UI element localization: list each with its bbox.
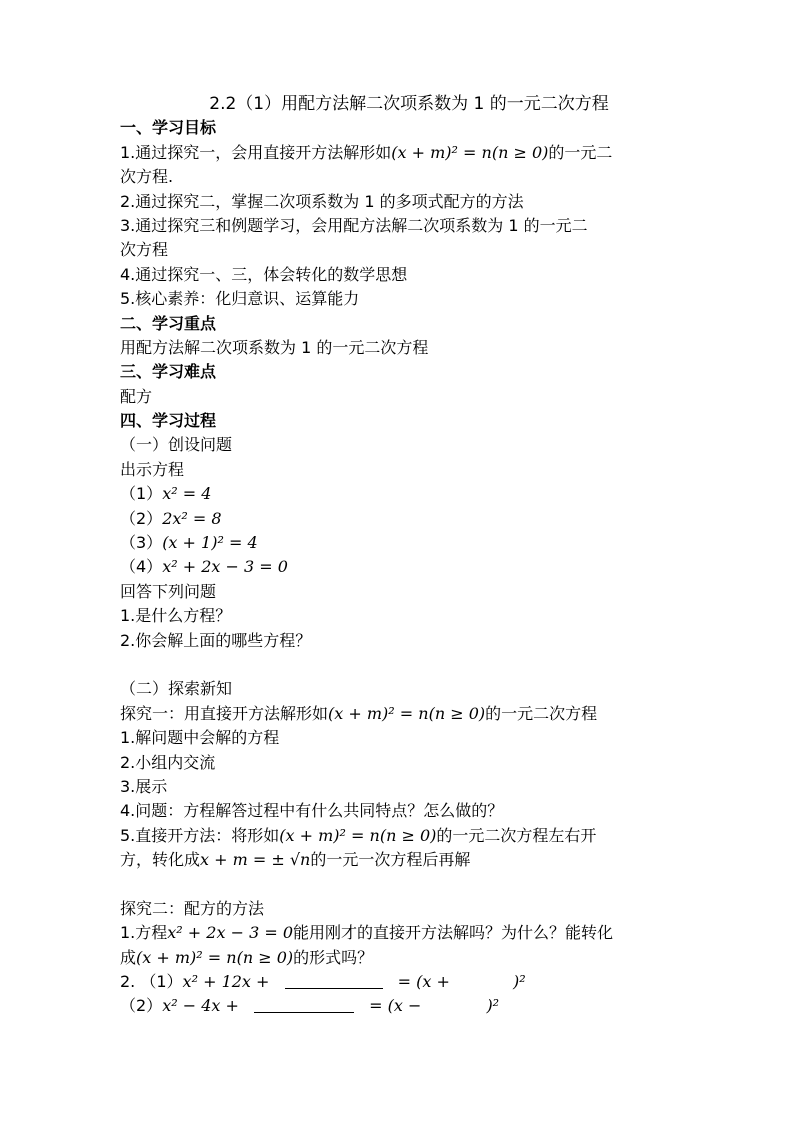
fill-blank-2[interactable]: [254, 996, 354, 1013]
answer-prompt: 回答下列问题: [120, 581, 217, 601]
explore-1-step-1: 1.解问题中会解的方程: [120, 728, 280, 748]
fill-blank-1[interactable]: [285, 972, 383, 989]
explore-1-step-5-cont: 方，转化成x + m = ± √n的一元一次方程后再解: [120, 850, 471, 870]
fill-blank-1b[interactable]: [455, 973, 513, 989]
explore-2-q2b: （2）x² − 4x + = (x − )²: [120, 996, 500, 1016]
show-equations: 出示方程: [120, 459, 185, 479]
spacer: [120, 873, 680, 897]
question-1: 1.是什么方程？: [120, 606, 232, 626]
goal-3: 3.通过探究三和例题学习，会用配方法解二次项系数为 1 的一元二: [120, 215, 588, 235]
explore-1-step-2: 2.小组内交流: [120, 752, 216, 772]
section-heading-difficulties: 三、学习难点: [120, 362, 217, 382]
explore-1-step-3: 3.展示: [120, 776, 168, 796]
goal-1: 1.通过探究一，会用直接开方法解形如(x + m)² = n(n ≥ 0)的一元二: [120, 142, 613, 162]
goal-1-cont: 次方程.: [120, 167, 174, 187]
section-heading-process: 四、学习过程: [120, 411, 217, 431]
explore-2-heading: 探究二：配方的方法: [120, 898, 265, 918]
equation-1: （1）x² = 4: [120, 484, 212, 504]
document-page: [120, 92, 680, 1019]
question-2: 2.你会解上面的哪些方程？: [120, 630, 312, 650]
page-title: 2.2（1）用配方法解二次项系数为 1 的一元二次方程: [209, 94, 609, 114]
equation-4: （4）x² + 2x − 3 = 0: [120, 557, 288, 577]
part-2-heading: （二）探索新知: [120, 679, 233, 699]
goal-3-cont: 次方程: [120, 240, 169, 260]
explore-1-heading: 探究一：用直接开方法解形如(x + m)² = n(n ≥ 0)的一元二次方程: [120, 703, 598, 723]
spacer: [120, 653, 680, 677]
section-heading-goals: 一、学习目标: [120, 118, 217, 138]
equation-2: （2）2x² = 8: [120, 508, 222, 528]
equation-3: （3）(x + 1)² = 4: [120, 533, 258, 553]
section-heading-key-points: 二、学习重点: [120, 313, 217, 333]
explore-2-q1-cont: 成(x + m)² = n(n ≥ 0)的形式吗？: [120, 947, 374, 967]
explore-1-step-5: 5.直接开方法：将形如(x + m)² = n(n ≥ 0)的一元二次方程左右开: [120, 825, 597, 845]
goal-5: 5.核心素养：化归意识、运算能力: [120, 289, 360, 309]
goal-4: 4.通过探究一、三，体会转化的数学思想: [120, 264, 408, 284]
key-point-text: 用配方法解二次项系数为 1 的一元二次方程: [120, 337, 429, 357]
difficulty-text: 配方: [120, 386, 153, 406]
explore-2-q1: 1.方程x² + 2x − 3 = 0能用刚才的直接开方法解吗？为什么？能转化: [120, 923, 614, 943]
goal-2: 2.通过探究二，掌握二次项系数为 1 的多项式配方的方法: [120, 191, 524, 211]
explore-1-step-4: 4.问题：方程解答过程中有什么共同特点？怎么做的？: [120, 801, 504, 821]
fill-blank-2b[interactable]: [426, 997, 486, 1013]
explore-2-q2a: 2. （1）x² + 12x + = (x + )²: [120, 972, 526, 992]
part-1-heading: （一）创设问题: [120, 435, 233, 455]
